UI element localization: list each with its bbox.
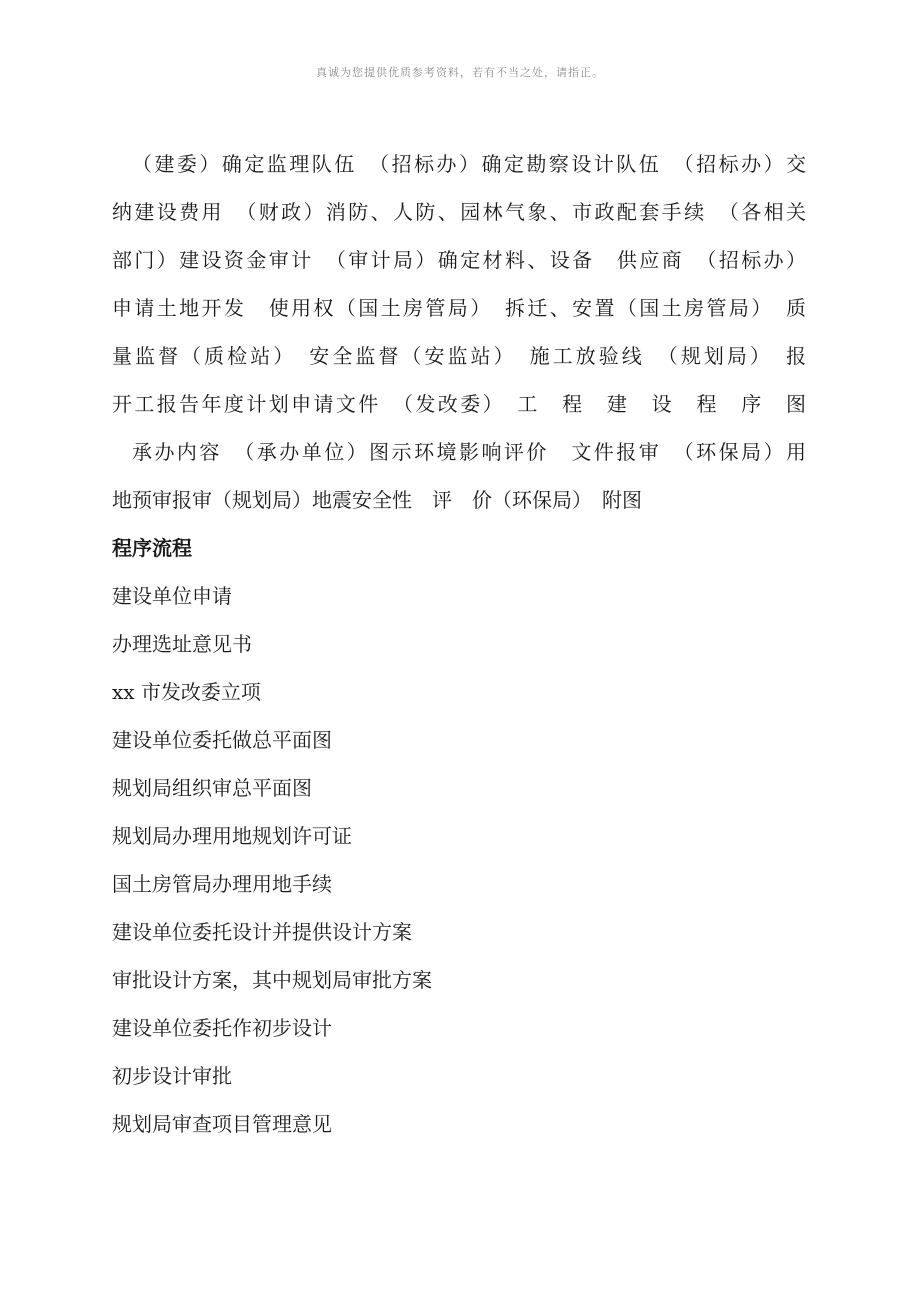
paragraph-line: （建委）确定监理队伍 （招标办）确定勘察设计队伍 （招标办）交 xyxy=(132,152,806,176)
document-body xyxy=(112,140,806,1148)
flow-step: 审批设计方案，其中规划局审批方案 xyxy=(112,968,432,992)
flow-step: 规划局组织审总平面图 xyxy=(112,776,312,800)
paragraph-line: 地预审报审（规划局）地震安全性 评 价（环保局） 附图 xyxy=(112,488,642,512)
flow-step: 国土房管局办理用地手续 xyxy=(112,872,332,896)
flow-step: 规划局审查项目管理意见 xyxy=(112,1112,332,1136)
flow-step: 建设单位委托做总平面图 xyxy=(112,728,332,752)
paragraph-line: 申请土地开发 使用权（国土房管局） 拆迁、安置（国土房管局） 质 xyxy=(112,296,806,320)
paragraph-line: 量监督（质检站） 安全监督（安监站） 施工放验线 （规划局） 报 xyxy=(112,344,806,368)
paragraph-line: 开工报告年度计划申请文件 （发改委） 工 程 建 设 程 序 图 xyxy=(112,392,806,416)
header-note: 真诚为您提供优质参考资料，若有不当之处，请指正。 xyxy=(316,66,604,79)
flow-step: 初步设计审批 xyxy=(112,1064,232,1088)
paragraph-line: 纳建设费用 （财政）消防、人防、园林气象、市政配套手续 （各相关 xyxy=(112,200,806,224)
flow-step: 规划局办理用地规划许可证 xyxy=(112,824,352,848)
paragraph-line: 部门）建设资金审计 （审计局）确定材料、设备 供应商 （招标办） xyxy=(112,248,806,272)
flow-step: 办理选址意见书 xyxy=(112,632,252,656)
flow-step: xx 市发改委立项 xyxy=(112,680,261,704)
flow-step: 建设单位申请 xyxy=(112,584,232,608)
section-heading: 程序流程 xyxy=(112,536,192,560)
flow-step: 建设单位委托设计并提供设计方案 xyxy=(112,920,412,944)
flow-step: 建设单位委托作初步设计 xyxy=(112,1016,332,1040)
paragraph-line: 承办内容 （承办单位）图示环境影响评价 文件报审 （环保局）用 xyxy=(132,440,806,464)
